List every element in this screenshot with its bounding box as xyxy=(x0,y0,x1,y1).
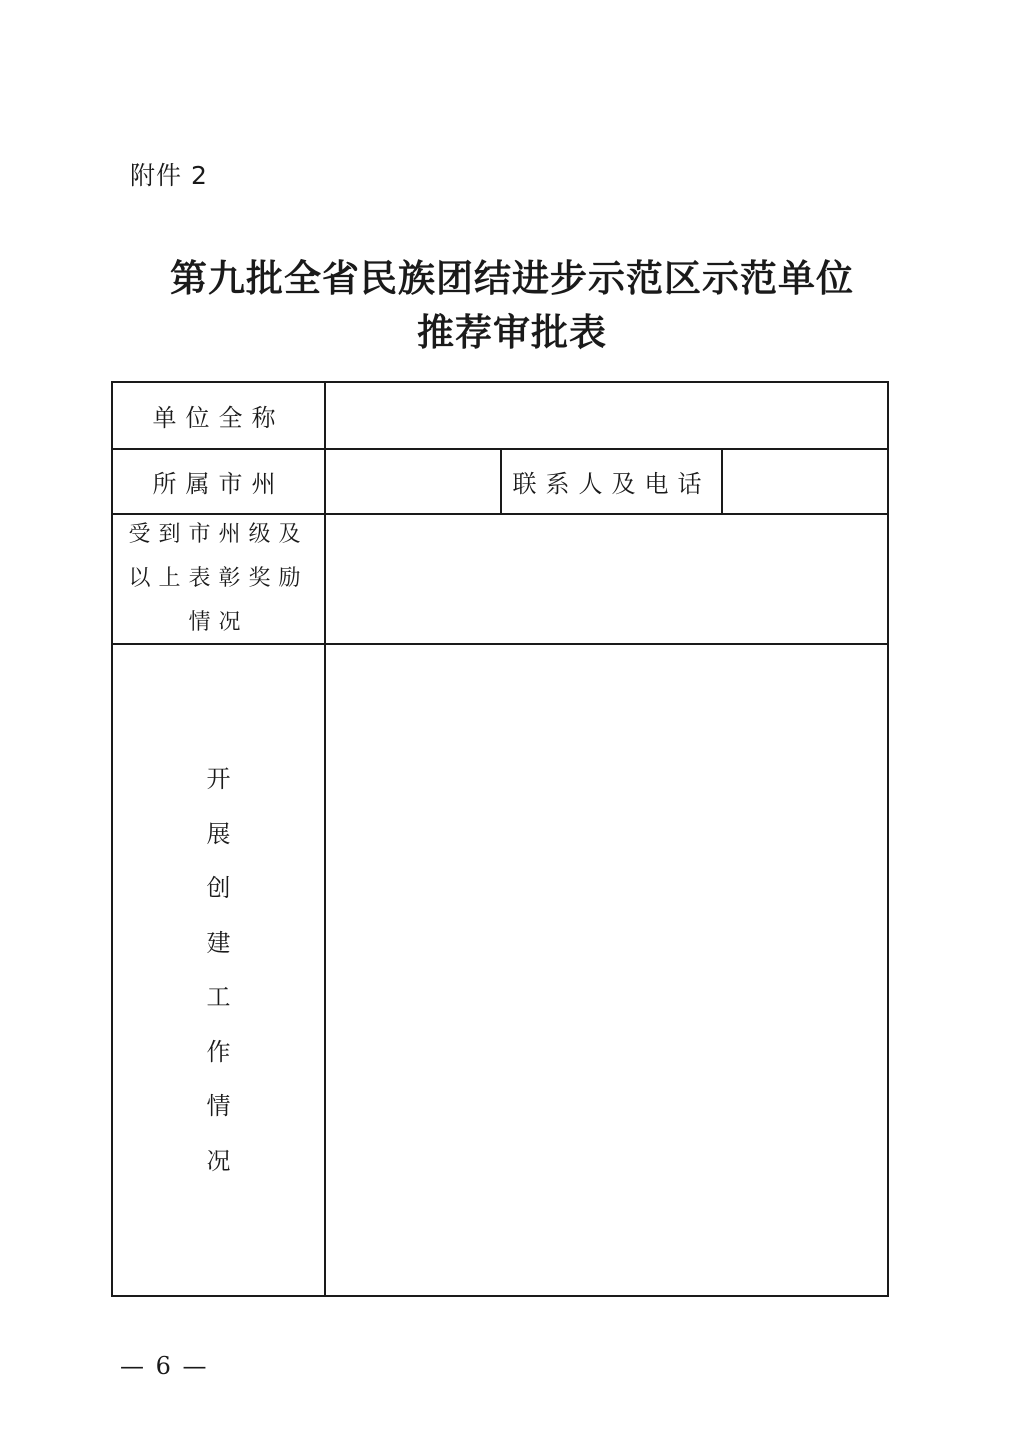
work-label-char: 作 xyxy=(206,1037,231,1066)
work-label-char: 建 xyxy=(206,928,231,957)
work-label-char: 开 xyxy=(206,765,231,793)
awards-label xyxy=(113,515,324,643)
work-label-char: 情 xyxy=(206,1092,231,1120)
awards-field[interactable] xyxy=(326,515,887,643)
work-label-char: 况 xyxy=(206,1146,231,1175)
work-situation-field[interactable] xyxy=(326,645,887,1295)
awards-label-line: 以上表彰奖励 xyxy=(128,566,309,591)
approval-form-table xyxy=(111,381,889,1297)
work-situation-label xyxy=(113,645,324,1295)
city-field[interactable] xyxy=(326,450,500,513)
awards-label-line: 受到市州级及 xyxy=(128,522,309,547)
page-subtitle: 推荐审批表 xyxy=(417,310,607,354)
unit-name-field[interactable] xyxy=(326,383,887,448)
awards-label-line: 情况 xyxy=(188,610,249,635)
work-label-char: 展 xyxy=(206,819,231,848)
page-title: 第九批全省民族团结进步示范区示范单位 xyxy=(170,256,854,300)
page-number: — 6 — xyxy=(120,1352,209,1380)
work-label-char: 工 xyxy=(206,983,231,1011)
contact-label: 联系人及电话 xyxy=(512,470,711,498)
work-label-char: 创 xyxy=(206,874,231,902)
attachment-label: 附件 2 xyxy=(130,161,208,190)
unit-name-label: 单位全称 xyxy=(152,404,285,432)
contact-field[interactable] xyxy=(723,450,887,513)
city-label: 所属市州 xyxy=(152,470,285,498)
